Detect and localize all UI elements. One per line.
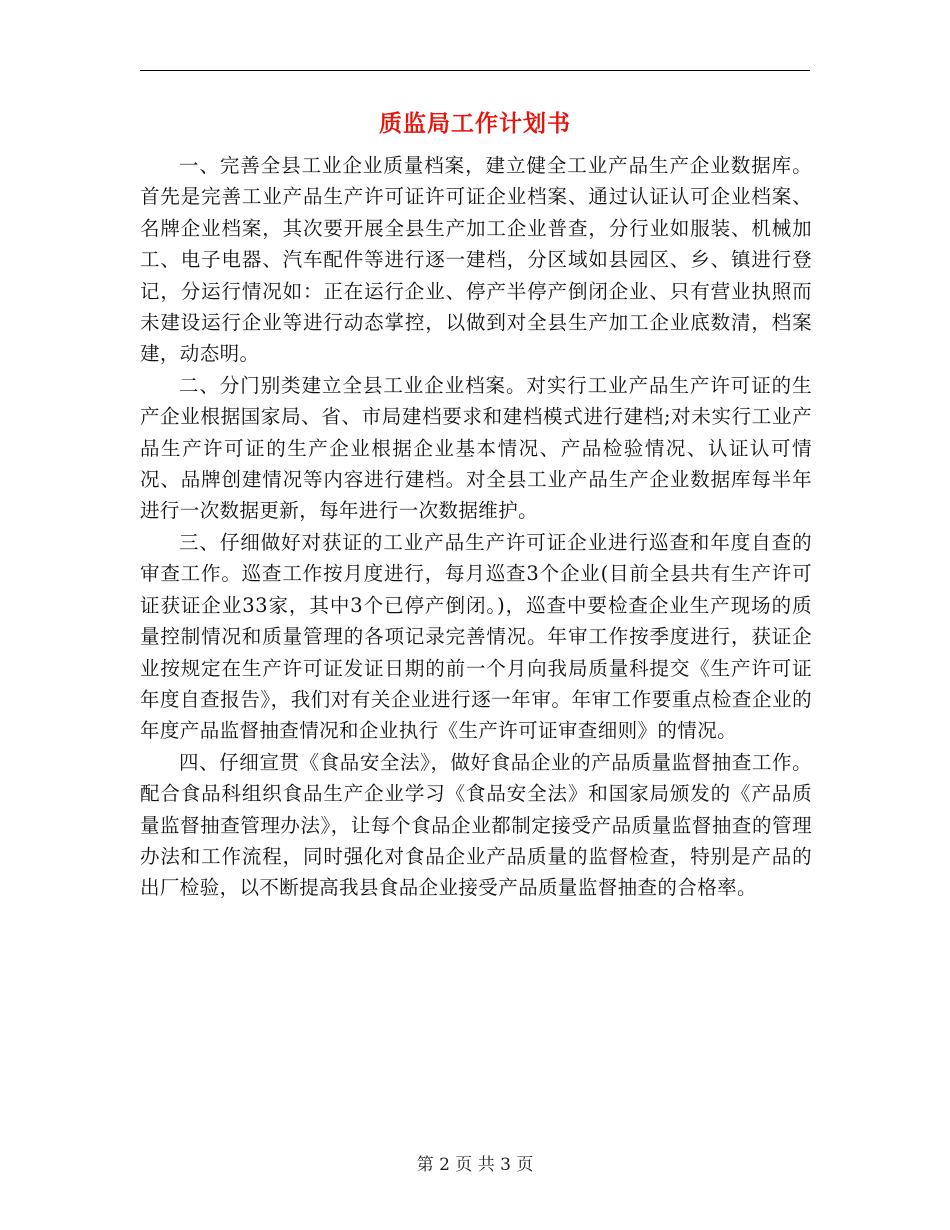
header-rule bbox=[140, 70, 810, 71]
page-footer bbox=[0, 1153, 950, 1177]
page-number: 第 2 页 共 3 页 bbox=[416, 1155, 534, 1175]
paragraph-3: 三、仔细做好对获证的工业产品生产许可证企业进行巡查和年度自查的审查工作。巡查工作按月度进行，每月巡查3个企业(目前全县共有生产许可证获证企业33家，其中3个已停产倒闭。)，巡查中要检查企业生产现场的质量控制情况和质量管理的各项记录完善情况。年审工作按季度进行，获证企业按规定在生产许可证发证日期的前一个月向我局质量科提交《生产许可证年度自查报告》，我们对有关企业进行逐一年审。年审工作要重点检查企业的年度产品监督抽查情况和企业执行《生产许可证审查细则》的情况。 bbox=[140, 530, 812, 743]
paragraph-4: 四、仔细宣贯《食品安全法》，做好食品企业的产品质量监督抽查工作。配合食品科组织食品生产企业学习《食品安全法》和国家局颁发的《产品质量监督抽查管理办法》，让每个食品企业都制定接受产品质量监督抽查的管理办法和工作流程，同时强化对食品企业产品质量的监督检查，特别是产品的出厂检验，以不断提高我县食品企业接受产品质量监督抽查的合格率。 bbox=[140, 750, 812, 900]
paragraph-2: 二、分门别类建立全县工业企业档案。对实行工业产品生产许可证的生产企业根据国家局、省、市局建档要求和建档模式进行建档;对未实行工业产品生产许可证的生产企业根据企业基本情况、产品检验情况、认证认可情况、品牌创建情况等内容进行建档。对全县工业产品生产企业数据库每半年进行一次数据更新，每年进行一次数据维护。 bbox=[140, 373, 812, 523]
document-title: 质监局工作计划书 bbox=[379, 110, 571, 137]
document-body bbox=[140, 150, 812, 904]
paragraph-1: 一、完善全县工业企业质量档案，建立健全工业产品生产企业数据库。首先是完善工业产品生产许可证许可证企业档案、通过认证认可企业档案、名牌企业档案，其次要开展全县生产加工企业普查，分行业如服装、机械加工、电子电器、汽车配件等进行逐一建档，分区域如县园区、乡、镇进行登记，分运行情况如：正在运行企业、停产半停产倒闭企业、只有营业执照而未建设运行企业等进行动态掌控，以做到对全县生产加工企业底数清，档案建，动态明。 bbox=[140, 154, 812, 366]
